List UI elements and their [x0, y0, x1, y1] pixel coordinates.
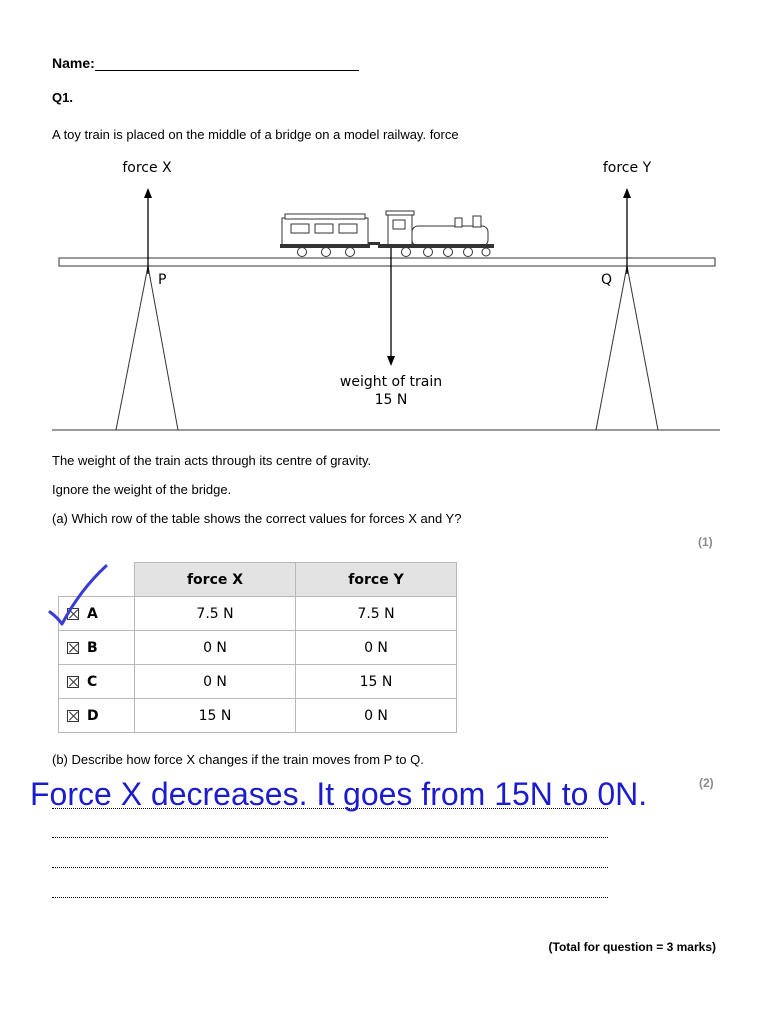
force-y-label: force Y	[602, 160, 652, 176]
point-q-label: Q	[601, 272, 613, 288]
bridge-deck	[59, 258, 715, 266]
total-marks: (Total for question = 3 marks)	[548, 940, 716, 954]
option-a-force-x: 7.5 N	[135, 597, 296, 631]
table-header-row	[59, 563, 457, 597]
answer-table	[58, 562, 457, 733]
option-a-label: A	[87, 605, 98, 622]
option-c-checkbox[interactable]	[67, 676, 79, 688]
option-b-checkbox[interactable]	[67, 642, 79, 654]
intro-text: A toy train is placed on the middle of a bridge on a model railway. force	[52, 127, 459, 142]
table-header-force-y: force Y	[296, 563, 457, 597]
weight-value: 15 N	[374, 392, 408, 408]
table-row[interactable]	[59, 699, 457, 733]
handwritten-tick-icon	[44, 560, 114, 630]
option-d-checkbox[interactable]	[67, 710, 79, 722]
option-a-force-y: 7.5 N	[296, 597, 457, 631]
weight-label: weight of train	[339, 374, 443, 390]
answer-line-2	[52, 837, 608, 838]
question-number: Q1.	[52, 90, 73, 105]
statement-centre-of-gravity: The weight of the train acts through its centre of gravity.	[52, 453, 372, 468]
name-line	[95, 56, 359, 71]
support-p-left-leg	[116, 266, 148, 430]
table-header-force-x: force X	[135, 563, 296, 597]
table-row[interactable]	[59, 597, 457, 631]
part-a-marks: (1)	[698, 535, 713, 549]
support-q-right-leg	[627, 266, 658, 430]
option-d-force-y: 0 N	[296, 699, 457, 733]
name-field[interactable]	[52, 55, 359, 71]
support-q-left-leg	[596, 266, 627, 430]
option-b-force-x: 0 N	[135, 631, 296, 665]
support-p-right-leg	[148, 266, 178, 430]
option-c-force-y: 15 N	[296, 665, 457, 699]
point-p-label: P	[158, 272, 167, 288]
answer-line-3	[52, 867, 608, 868]
handwritten-answer[interactable]: Force X decreases. It goes from 15N to 0N.	[30, 776, 648, 812]
answer-line-4	[52, 897, 608, 898]
force-x-label: force X	[122, 160, 172, 176]
bridge-diagram	[0, 150, 768, 440]
part-b-marks: (2)	[699, 776, 714, 790]
toy-train	[280, 211, 494, 257]
statement-ignore-bridge-weight: Ignore the weight of the bridge.	[52, 482, 232, 497]
option-b-label: B	[87, 639, 98, 656]
part-b-question: (b) Describe how force X changes if the train moves from P to Q.	[52, 752, 424, 767]
option-d-label: D	[87, 707, 99, 724]
table-row[interactable]	[59, 665, 457, 699]
option-d-force-x: 15 N	[135, 699, 296, 733]
force-x-arrowhead	[144, 188, 152, 198]
option-c-force-x: 0 N	[135, 665, 296, 699]
weight-arrowhead	[387, 356, 395, 366]
option-c-label: C	[87, 673, 98, 690]
part-a-question: (a) Which row of the table shows the correct values for forces X and Y?	[52, 511, 462, 526]
name-label: Name:	[52, 55, 95, 71]
table-row[interactable]	[59, 631, 457, 665]
option-b-force-y: 0 N	[296, 631, 457, 665]
force-y-arrowhead	[623, 188, 631, 198]
